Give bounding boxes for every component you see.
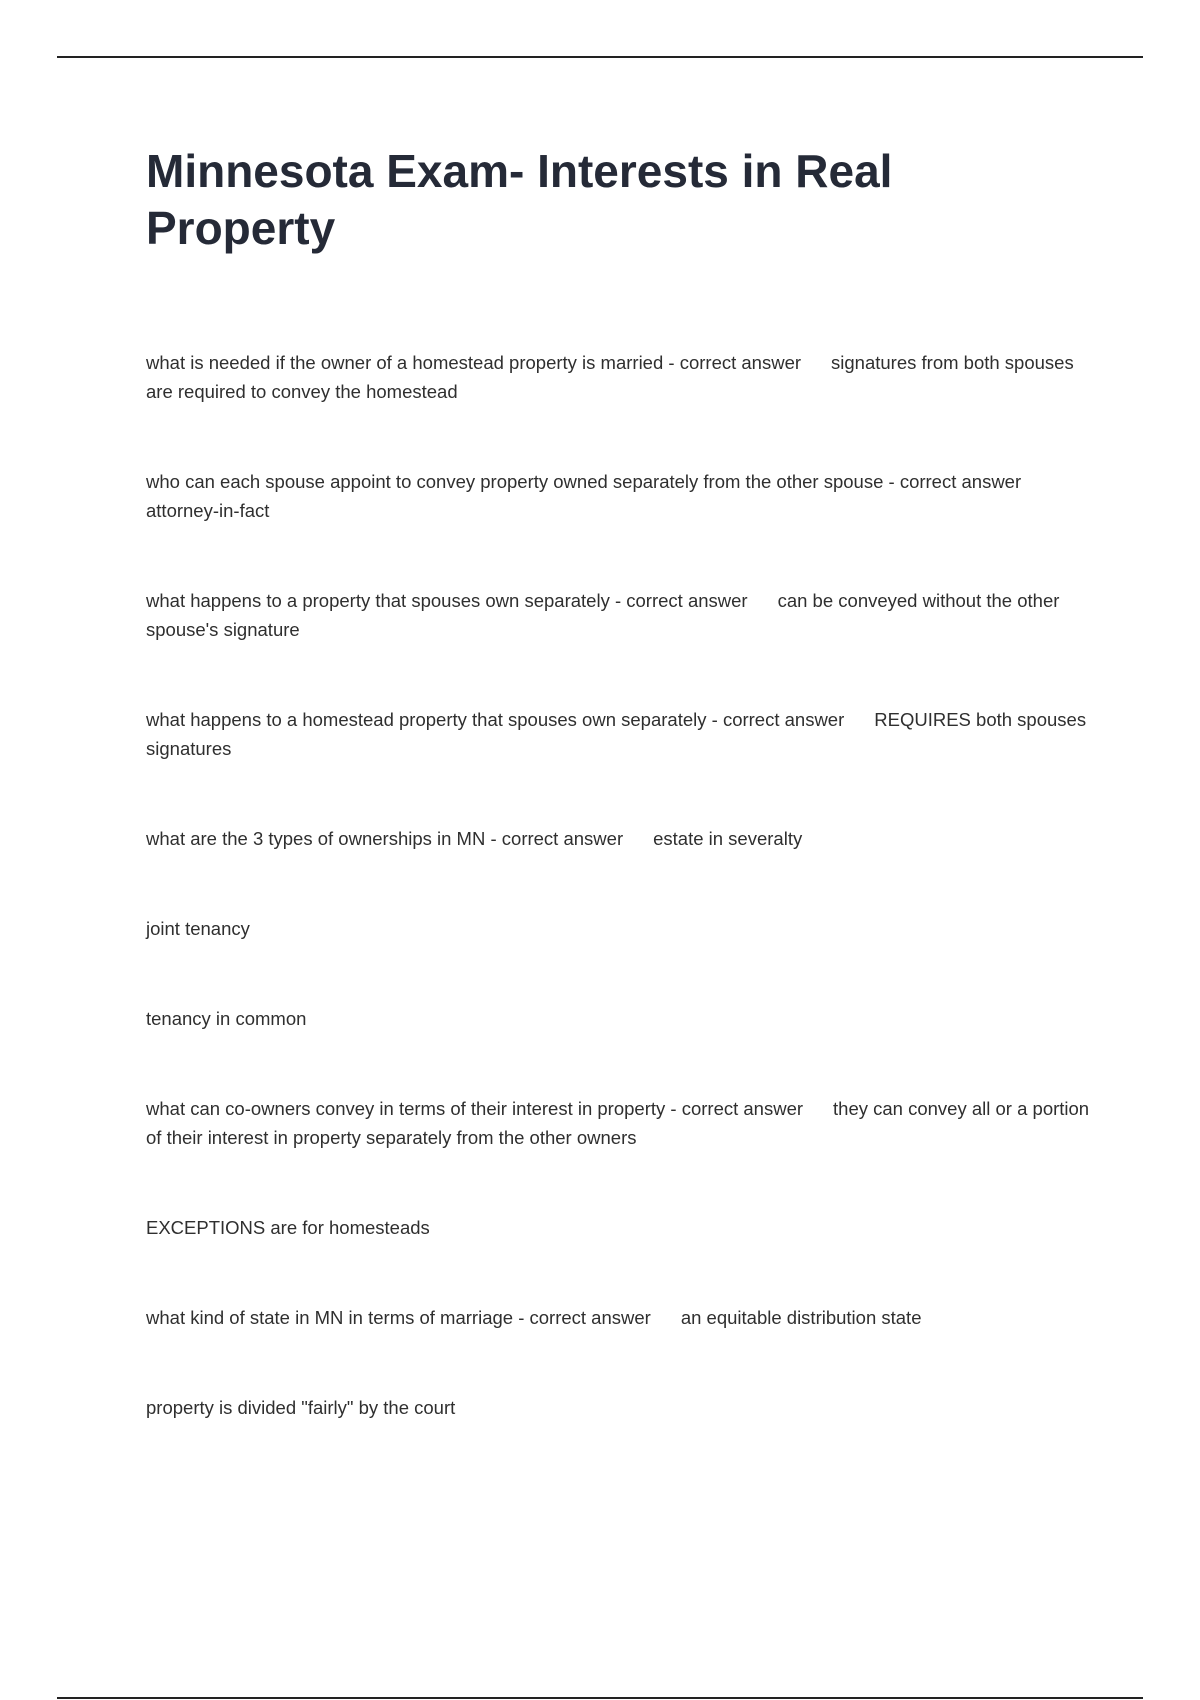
- answer-text: an equitable distribution state: [680, 1307, 922, 1328]
- separator-text: - correct answer: [888, 471, 1022, 492]
- answer-text: REQUIRES both spouses signatures: [146, 709, 1087, 759]
- separator-text: - correct answer: [670, 1098, 804, 1119]
- question-text: who can each spouse appoint to convey property owned separately from the other spouse: [146, 471, 884, 492]
- answer-text: attorney-in-fact: [146, 500, 270, 521]
- qa-item: [146, 824, 1096, 853]
- answer-text: they can convey all or a portion of their interest in property separately from the other owners: [146, 1098, 1090, 1148]
- question-text: what kind of state in MN in terms of marriage: [146, 1307, 514, 1328]
- answer-text: signatures from both spouses are required to convey the homestead: [146, 352, 1074, 402]
- separator-text: - correct answer: [490, 828, 624, 849]
- document-title: Minnesota Exam- Interests in Real Property: [146, 145, 893, 254]
- final-line: property is divided "fairly" by the court: [146, 1397, 456, 1418]
- answer-text: can be conveyed without the other spouse's signature: [146, 590, 1060, 640]
- separator-text: - correct answer: [614, 590, 748, 611]
- exceptions-line: EXCEPTIONS are for homesteads: [146, 1217, 430, 1238]
- bottom-rule: [57, 1697, 1143, 1699]
- answer-line-tenancy-in-common: tenancy in common: [146, 1008, 307, 1029]
- question-text: what happens to a homestead property that spouses own separately: [146, 709, 707, 730]
- qa-item: [146, 467, 1096, 525]
- qa-item: [146, 705, 1096, 763]
- question-text: what is needed if the owner of a homestead property is married: [146, 352, 664, 373]
- question-text: what are the 3 types of ownerships in MN: [146, 828, 486, 849]
- question-text: what can co-owners convey in terms of their interest in property: [146, 1098, 666, 1119]
- qa-item: [146, 586, 1096, 644]
- top-rule: [57, 56, 1143, 58]
- qa-item: [146, 1303, 1096, 1332]
- separator-text: - correct answer: [518, 1307, 651, 1328]
- separator-text: - correct answer: [711, 709, 845, 730]
- qa-item: [146, 1094, 1096, 1152]
- document-body: [146, 348, 1096, 1422]
- answer-line-joint-tenancy: joint tenancy: [146, 918, 250, 939]
- qa-item: [146, 348, 1096, 406]
- separator-text: - correct answer: [668, 352, 802, 373]
- answer-text: estate in severalty: [653, 828, 803, 849]
- question-text: what happens to a property that spouses own separately: [146, 590, 610, 611]
